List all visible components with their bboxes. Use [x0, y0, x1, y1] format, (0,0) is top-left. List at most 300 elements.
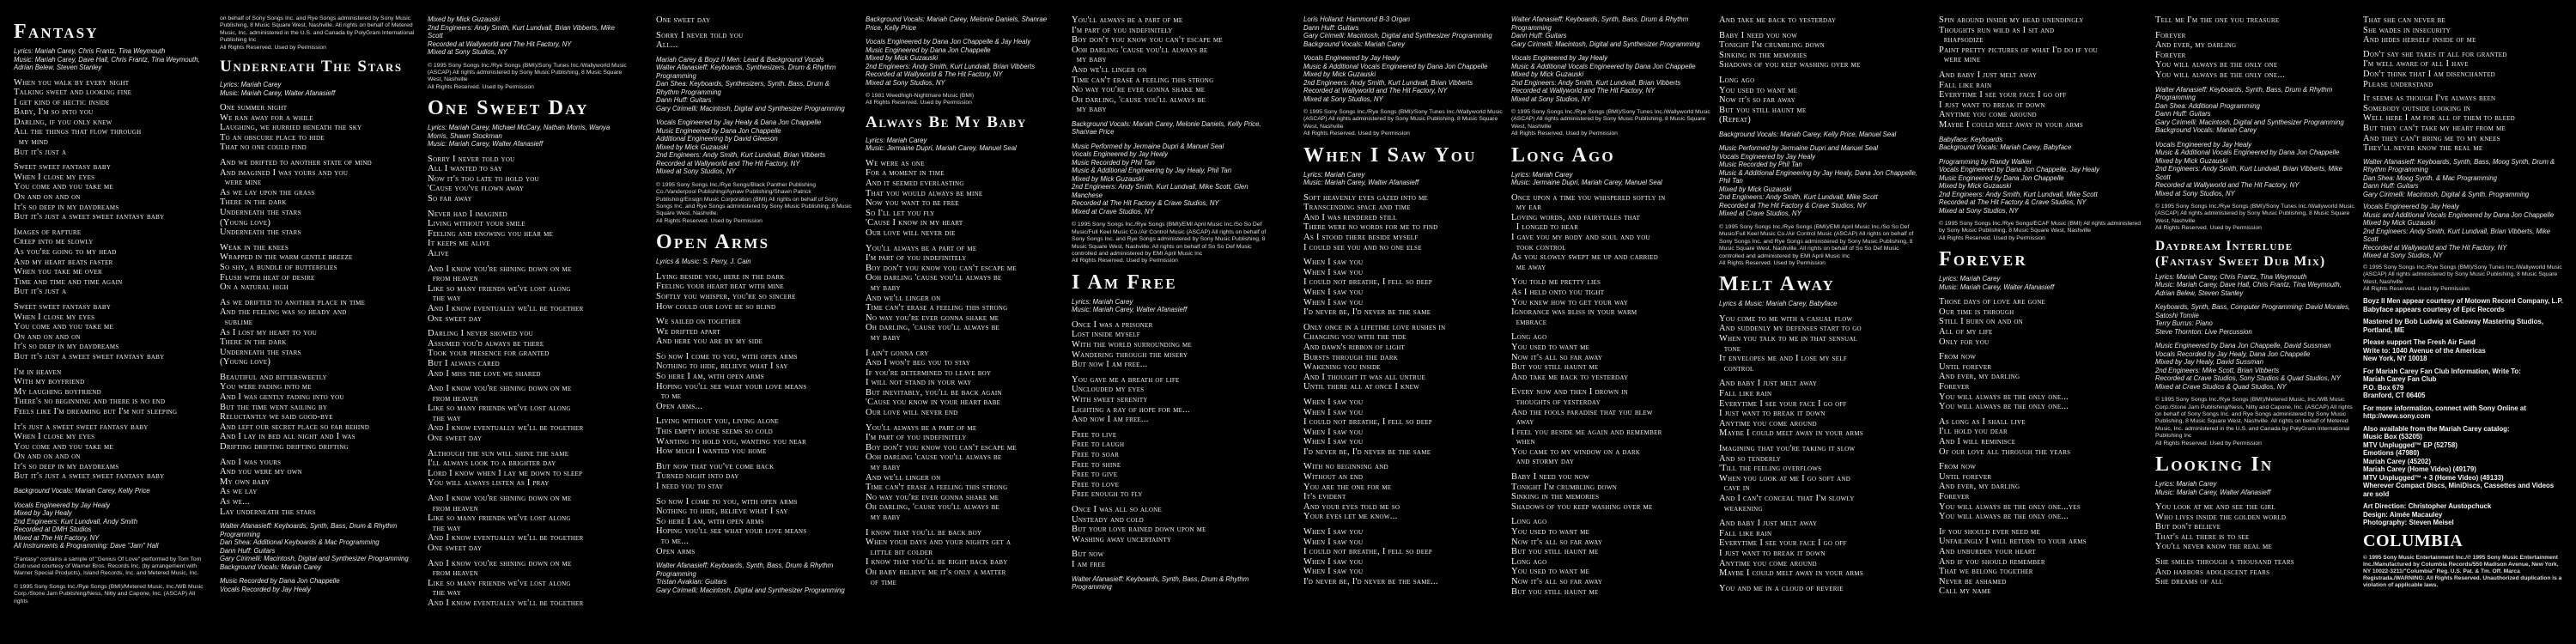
lyric-line: I could not breathe, I fell so deep [1303, 547, 1432, 557]
lyric-line: And I won't beg you to stay [866, 358, 971, 368]
lyric-line: Long ago [1511, 332, 1547, 343]
credit-line: Lyrics & Music: S. Perry, J. Cain [656, 258, 751, 266]
credit-line: Mixed at Sony Studios, NY [1303, 94, 1383, 103]
lyric-line: She dreams of all [2155, 577, 2224, 587]
info-line: MTV Unplugged™ + 3 (Home Video) (49133) [2363, 473, 2504, 482]
lyric-line: Until forever [1939, 471, 1992, 482]
credit-line: Mixed by Jay Healy [14, 509, 72, 518]
lyric-line: I'll hold you dear [1939, 427, 2008, 437]
lyric-line: I feel you beside me again and remember [1511, 427, 1662, 437]
lyric-line: You come and you take me [14, 322, 113, 332]
lyric-line: When I saw you [1303, 258, 1364, 268]
lyric-line: cave in [1719, 483, 1750, 494]
lyric-line: And I know you're shining down on me [428, 264, 572, 274]
lyric-stanza [656, 272, 854, 312]
lyric-stanza [1719, 519, 1925, 579]
lyric-line: Tonight I'm crumbling down [1719, 40, 1826, 51]
song-title-text: Long Ago [1511, 143, 1615, 167]
lyric-line: But now I am free... [1072, 360, 1148, 370]
lyrics-column [866, 15, 1065, 592]
lyric-line: Until there all at once I knew [1303, 382, 1420, 392]
fine-print-line: All Rights Reserved. Used by Permission [2155, 225, 2262, 232]
lyric-line: Darling, if you only knew [14, 117, 112, 127]
lyric-line: Open arms [656, 546, 696, 556]
info-line: MTV Unplugged™ EP (52758) [2363, 440, 2458, 449]
credit-line: Background Vocals: Mariah Carey, Melonie Daniels, Kelly Price, Shanrae Price [1072, 119, 1261, 137]
lyric-line: Those days of love are gone [1939, 297, 2046, 307]
lyric-line: Time can't erase a feeling this strong [866, 483, 1008, 493]
lyric-line: When I close my eyes [14, 312, 95, 322]
lyric-line: Changing you with the tide [1303, 332, 1406, 343]
credit-line: 2nd Engineers: Mike Scott, Brian Vibberts [2155, 366, 2280, 374]
lyric-line: When I saw you [1303, 567, 1364, 577]
lyric-line: No way you're ever gonna shake me [1072, 85, 1206, 95]
song-title [1511, 144, 1712, 167]
info-block [2363, 318, 2564, 334]
fine-print-line: All Rights Reserved. Used by Permission [428, 83, 534, 90]
copyright-notice [428, 63, 627, 92]
fine-print-line: All Rights Reserved. Used by Permission [866, 100, 972, 106]
lyric-line: Maybe I could melt away in your arms [1939, 119, 2083, 130]
info-line: Boyz II Men appear courtesy of Motown Record Company, L.P. [2363, 297, 2563, 306]
credit-line: 2nd Engineers: Andy Smith, Kurt Lundvall, Brian Vibberts, Mike Scott [2155, 165, 2342, 181]
info-line: Babyface appears courtesy of Epic Records [2363, 305, 2505, 313]
lyric-line: the way [428, 413, 462, 423]
lyric-stanza [14, 302, 208, 362]
song-title [2155, 453, 2356, 476]
lyric-stanza [1939, 417, 2143, 457]
lyric-line: You used to want me [1511, 342, 1590, 352]
info-line: http://www.sony.com [2363, 412, 2431, 421]
credit-line: Walter Afanasieff: Keyboards, Synth, Bass, Moog Synth, Drum & Rhythm Programming [2363, 157, 2555, 174]
lyric-line: You gave me a breath of life [1072, 374, 1180, 385]
lyric-line: I will not stand in your way [866, 378, 972, 388]
fine-print-line: © 1981 Weedhigh-Nightmare Music (BMI) [866, 93, 975, 99]
credit-line: Music: Mariah Carey, Walter Afanasieff [220, 88, 336, 97]
lyric-line: But I always cared [428, 358, 500, 368]
lyric-line: to me... [656, 536, 689, 546]
lyric-stanza [1939, 70, 2143, 131]
lyric-line: Wanting to hold you, wanting you near [656, 436, 807, 447]
lyric-line: from heaven [428, 274, 478, 284]
lyric-line: Somebody outside looking in [2363, 103, 2471, 113]
lyric-line: Time can't erase a feeling this strong [866, 303, 1008, 313]
lyric-stanza [1719, 15, 1925, 26]
credit-line: Music: Mariah Carey, Walter Afanasieff [1303, 179, 1419, 187]
lyric-line: And take me back to yesterday [1719, 15, 1837, 25]
credit-line: Vocals Engineered by Jay Healy [1072, 150, 1168, 159]
lyric-line: And I can't conceal that I'm slowly [1719, 493, 1855, 503]
song-title [2155, 239, 2356, 270]
credit-line: Lyrics: Mariah Carey [2155, 480, 2217, 489]
lyric-stanza [428, 384, 627, 444]
credit-line: Mixed by Mick Guzauski [1303, 70, 1376, 78]
lyric-line: But inevitably, you'll be back again [866, 387, 1002, 398]
lyric-stanza [428, 449, 627, 489]
credit-line: Music Recorded by Dana Jon Chappelle [220, 577, 340, 586]
lyric-line: That's all there is to see [2155, 532, 2250, 542]
production-credits [1303, 54, 1503, 103]
credit-line: Music Engineered by Dana Jon Chappelle [866, 46, 991, 54]
lyric-line: to me [656, 392, 682, 402]
lyric-line: You were fading into me [220, 382, 312, 392]
credit-line: Background Vocals: Mariah Carey [1303, 39, 1406, 48]
lyric-line: Paint pretty pictures of what I'd do if you [1939, 45, 2098, 55]
lyric-line: Darling I never showed you [428, 329, 533, 339]
lyric-line: It's so deep in my daydreams [14, 342, 119, 352]
lyrics-column [656, 15, 854, 600]
lyric-line: Loving words, and fairytales that [1511, 212, 1640, 222]
lyric-line: were mine [220, 178, 262, 188]
lyric-line: Free to love [1072, 479, 1120, 489]
lyric-line: You'll always be a part of me [866, 243, 977, 253]
credit-line: Gary Cirimelli: Macintosh, Digital and Synthesizer Programming [1303, 32, 1492, 39]
credit-line: Mixed by Mick Guzauski [428, 15, 501, 23]
lyric-line: When you talk to me in that sensual [1719, 334, 1858, 344]
lyric-line: Underneath the stars [220, 347, 301, 357]
lyric-line: Soft heavenly eyes gazed into me [1303, 192, 1428, 203]
lyric-line: With sweet serenity [1072, 395, 1148, 405]
lyric-line: When I saw you [1303, 267, 1364, 277]
lyric-line: All... [656, 40, 678, 51]
lyric-stanza [1719, 444, 1925, 513]
lyric-line: Boy don't you know you can't escape me [866, 442, 1017, 453]
lyric-line: Maybe I could melt away in your arms [1719, 568, 1863, 579]
lyric-line: Living without your smile [428, 219, 526, 229]
lyric-line: Nothing to hide, believe what I say [656, 361, 788, 372]
production-credits [220, 522, 417, 571]
copyright-notice [2363, 264, 2564, 294]
lyric-line: As you're going to my head [14, 247, 117, 257]
lyric-line: Long ago [1511, 556, 1547, 567]
credit-line: Background Vocals: Mariah Carey, Melonie Daniels, Shanrae Price, Kelly Price [866, 15, 1048, 32]
lyric-line: Anytime you come around [1719, 558, 1817, 568]
fine-print-line: on behalf of Sony Songs Inc. and Rye Songs administered by Sony Music Publishing, 8 Music Square West, Nashville. All rights on behalf of Metered Music, Inc. administered in the U.S. and Canada by PolyGram International Publishing Inc [220, 15, 415, 44]
lyric-line: It's so deep in my daydreams [14, 461, 119, 471]
credit-line: Lyrics: Mariah Carey [1072, 297, 1133, 306]
lyric-line: So here I am, with open arms [656, 372, 764, 382]
lyric-line: So now I come to you, with open arms [656, 496, 798, 507]
lyric-stanza [866, 159, 1065, 239]
lyric-line: Hoping you'll see what your love means [656, 526, 807, 537]
lyric-line: little bit colder [866, 547, 933, 557]
lyric-line: I just want to break it down [1719, 548, 1826, 558]
lyric-line: You will always listen as I pray [428, 478, 550, 489]
credit-line: Vocals Engineered by Dana Jon Chappelle, Jay Healy [1939, 166, 2099, 174]
lyric-line: I'd never be, I'd never be the same [1303, 447, 1431, 457]
lyric-line: And the fools paradise that you blew [1511, 407, 1653, 417]
lyric-line: (Young love) [220, 217, 271, 228]
lyric-line: And I know eventually we'll be together [428, 598, 584, 608]
lyric-line: One sweet day [656, 15, 711, 25]
lyric-line: Fall like rain [1719, 389, 1772, 399]
song-title-text: Looking In [2155, 453, 2274, 477]
credit-line: Lyrics: Mariah Carey [1303, 170, 1365, 179]
lyric-line: Baby I need you now [1511, 472, 1590, 483]
lyric-line: It envelopes me and I lose my self [1719, 354, 1847, 364]
lyric-line: One sweet day [428, 434, 483, 444]
credit-line: 2nd Engineers: Andy Smith, Kurt Lundvall, Brian Vibberts, Mike Scott [2363, 227, 2550, 244]
fine-print-line: All Rights Reserved. Used by Permission [1303, 131, 1410, 137]
lyric-line: I know that you'll be back boy [866, 527, 982, 538]
credit-line: Tristan Avakian: Guitars [656, 578, 727, 586]
lyric-line: No way you're ever gonna shake me [866, 492, 999, 502]
lyric-line: And we'll linger on [1072, 64, 1147, 75]
lyric-line: I just want to break it down [1939, 100, 2045, 110]
lyric-line: We were as one [866, 158, 925, 168]
credit-line: Steve Thornton: Live Percussion [2155, 327, 2252, 336]
lyric-line: But they can't take my heart from me [2363, 123, 2506, 133]
lyric-line: Although the sun will shine the same [428, 448, 569, 459]
lyric-stanza [1072, 15, 1276, 115]
lyric-line: So now I come to you, with open arms [656, 351, 798, 361]
song-title-text: When I Saw You [1303, 143, 1477, 167]
lyric-line: When I close my eyes [14, 432, 95, 442]
lyric-line: I get kind of hectic inside [14, 97, 110, 107]
info-block [2363, 297, 2564, 313]
lyric-line: Forever [1939, 382, 1970, 392]
lyrics-column [220, 15, 417, 599]
legal-notice [2363, 555, 2564, 589]
lyric-line: and stormy day [1511, 457, 1575, 467]
production-credits [2363, 158, 2564, 199]
lyric-line: And here you are by my side [656, 337, 763, 347]
lyric-line: I'm part of you indefinitely [866, 253, 967, 264]
info-line: Music Box (53205) [2363, 433, 2422, 441]
writer-credits [656, 258, 854, 266]
lyric-line: So far away [428, 194, 472, 204]
lyric-line: Ooh darling 'cause you'll always be [866, 273, 1002, 283]
lyric-line: Shadows of you keep washing over me [1719, 60, 1861, 70]
lyric-line: Ignorance was bliss in your warm [1511, 307, 1637, 318]
lyric-line: Time and time and time again [14, 276, 123, 287]
fine-print-line: All Rights Reserved. Used by Permission [1719, 259, 1826, 266]
lyric-stanza [1303, 323, 1503, 392]
lyric-line: Free to laugh [1072, 440, 1125, 450]
production-credits [428, 15, 627, 57]
fine-print-line: © 1995 Sony Songs Inc./Rye Songs (BMI)/Sony Tunes Inc./Wallyworld Music (ASCAP) All rights administered by Sony Music Publishing, 8 Music Square West, Nashville [2155, 204, 2354, 224]
lyric-line: And we drifted to another state of mind [220, 158, 372, 167]
production-credits [2155, 86, 2356, 135]
lyric-line: And I know you're shining down on me [428, 384, 572, 394]
lyric-stanza [1072, 430, 1276, 500]
lyric-line: And if you should remember [1939, 556, 2045, 567]
lyric-line: And so tenderly [1719, 453, 1781, 464]
lyric-line: You come to me with a casual flow [1719, 313, 1853, 324]
writer-credits [1072, 298, 1276, 314]
lyric-line: Maybe I could melt away in your arms [1719, 428, 1863, 439]
lyric-line: Baby I need you now [1719, 30, 1798, 40]
production-credits [2155, 342, 2356, 391]
lyric-line: And unburden your heart [1939, 546, 2036, 556]
lyric-line: And they can't bring me to my knees [2363, 133, 2500, 143]
lyric-line: Images of rapture [14, 227, 82, 237]
lyric-stanza [1939, 15, 2143, 65]
lyric-line: my baby [1072, 105, 1107, 115]
lyric-line: And ever, my darling [1939, 482, 2020, 492]
info-line: Photography: Steven Meisel [2363, 519, 2454, 527]
lyric-line: It seems as though I've always been [2363, 94, 2496, 104]
lyric-line: my baby [866, 513, 901, 522]
fine-print-line: All Rights Reserved. Used by Permission [220, 44, 326, 51]
lyric-line: Baby, I'm so into you [14, 107, 94, 118]
song-title [428, 97, 627, 119]
lyric-line: You and me in a cloud of reverie [1719, 583, 1844, 593]
lyric-line: But it's just a sweet sweet fantasy baby [14, 351, 165, 361]
writer-credits [2155, 480, 2356, 496]
credit-line: 2nd Engineers: Andy Smith, Kurt Lundvall, Brian Vibberts [866, 62, 1036, 70]
credit-line: Background Vocals: Mariah Carey, Babyface [1939, 143, 2072, 152]
song-title-text: Underneath The Stars [220, 58, 403, 76]
lyric-line: Now it's all so far away [1511, 577, 1603, 586]
lyrics-column [1511, 15, 1712, 602]
info-block [2363, 502, 2564, 527]
lyric-line: If you should ever need me [1939, 526, 2041, 537]
song-title [1719, 273, 1925, 295]
credit-line: Walter Afanasieff: Keyboards, Synth, Bass, Drum & Rhythm Programming [220, 522, 398, 538]
lyric-stanza [220, 103, 417, 153]
production-credits [1511, 15, 1712, 48]
credit-line: Music Recorded by Phil Tan [1072, 158, 1155, 167]
lyric-line: Forever [1939, 491, 1970, 501]
fine-print-line: © 1995 Sony Songs Inc./Rye Songs (BMI)/EMI April Music Inc./So So Def Music/Full Keel Music Co./Air Control Music (ASCAP) All rights on behalf of Sony Songs Inc. and Rye Songs administered by Sony Music Publishing, 8 Music Square West, Nashville. All rights on behalf of So So Def Music controlled and administered by EMI April Music Inc [1072, 222, 1267, 258]
copyright-notice [1719, 224, 1925, 267]
info-line: Mariah Carey Fan Club [2363, 375, 2437, 384]
lyric-line: Please understand [2363, 79, 2433, 89]
lyric-line: You knew how to get your way [1511, 297, 1629, 307]
lyric-line: They'll never know the real me [2363, 143, 2483, 154]
lyric-line: We drifted apart [656, 326, 720, 337]
lyric-line: Took your presence for granted [428, 349, 550, 359]
credit-line: Music: Mariah Carey, Walter Afanasieff [2155, 488, 2271, 496]
lyric-line: Never had I imagined [428, 209, 507, 219]
lyric-line: Every now and then I drown in [1511, 387, 1628, 398]
credit-line: Mixed at Sony Studios, NY [1939, 206, 2019, 215]
lyric-line: I could see you and no one else [1303, 242, 1422, 252]
lyrics-column [1303, 15, 1503, 592]
credit-line: Mixed by Mick Guzauski [2363, 219, 2436, 228]
production-credits [866, 38, 1065, 87]
credit-line: Gary Cirimelli: Macintosh, Digital and Synthesizer Programming [1511, 39, 1700, 48]
credit-line: Mixed at The Hit Factory, NY [14, 533, 100, 542]
lyric-line: Without an end [1303, 472, 1364, 483]
lyric-stanza [14, 228, 208, 297]
lyric-line: It keeps me alive [428, 239, 490, 249]
lyric-line: my baby [1072, 55, 1107, 65]
info-block [2363, 404, 2564, 421]
lyric-stanza [1939, 297, 2143, 347]
credit-line: Mixed by Mick Guzauski [1511, 70, 1584, 78]
lyric-stanza [14, 78, 208, 158]
lyric-line: Everytime I see your face I go off [1719, 398, 1847, 409]
lyric-line: Creep into me slowly [14, 237, 94, 247]
credit-line: Music Performed by Jermaine Dupri and Manuel Seal [1719, 144, 1879, 153]
lyric-line: But the time went sailing by [220, 402, 328, 412]
lyric-line: And baby I just melt away [1939, 70, 2038, 80]
lyric-line: So here I am, with open arms [656, 516, 764, 526]
lyric-line: Like so many friends we've lost along [428, 513, 571, 524]
production-credits [1719, 131, 1925, 139]
lyric-line: Assumed you'd always be there [428, 338, 544, 349]
lyric-stanza [866, 423, 1065, 523]
credit-line: Lyrics: Mariah Carey [1511, 170, 1573, 179]
credit-line: 2nd Engineers: Andy Smith, Kurt Lundvall, Mike Scott [1719, 193, 1878, 202]
lyric-line: You'll never know the real me [2155, 542, 2272, 552]
credit-line: Mixed at Sony Studios, NY [428, 48, 507, 56]
lyric-line: my ear [1511, 203, 1542, 213]
lyric-line: You will always be the only one [2155, 60, 2278, 70]
lyric-line: I could not breathe, I fell so deep [1303, 277, 1432, 288]
lyric-line: Spin around inside my head unendingly [1939, 15, 2084, 25]
lyric-line: But you still haunt me [1511, 547, 1599, 557]
lyric-stanza [2363, 94, 2564, 154]
credit-line: Lyrics: Mariah Carey [866, 136, 927, 144]
lyric-line: So I'll let you fly [866, 208, 935, 218]
lyric-line: But you still haunt me [1511, 586, 1599, 597]
lyric-line: As we lay [220, 487, 258, 497]
lyric-line: the way [428, 294, 462, 304]
copyright-notice [2155, 204, 2356, 233]
song-title [1939, 248, 2143, 270]
lyric-line: You look at me and see the girl [2155, 502, 2275, 513]
lyric-stanza [1303, 258, 1503, 318]
lyric-line: But you still haunt me [1719, 105, 1807, 115]
fine-print-line: All Rights Reserved. Used by Permission [2155, 440, 2262, 447]
credit-line: Mixed by Mick Guzauski [1072, 174, 1145, 183]
lyric-line: You'll always be a part of me [866, 422, 977, 433]
credit-line: Vocals Engineered by Dana Jon Chappelle & Jay Healy [866, 38, 1031, 46]
credit-line: Loris Holland: Hammond B-3 Organ [1303, 15, 1410, 23]
lyric-line: Unfailingly I will return to your arms [1939, 537, 2087, 547]
credit-line: Background Vocals: Mariah Carey [2155, 126, 2257, 135]
credit-line: Lyrics: Mariah Carey [220, 81, 282, 89]
lyric-stanza [1303, 398, 1503, 458]
lyric-line: On and on and on [14, 452, 81, 462]
lyric-line: Like so many friends we've lost along [428, 283, 571, 294]
credit-line: Vocals Engineered by Jay Healy [2155, 140, 2251, 149]
lyric-line: And the feeling was so heady and [220, 307, 347, 318]
lyric-line: On and on and on [14, 331, 81, 342]
lyric-line: But it's just a sweet sweet fantasy baby [14, 471, 165, 482]
lyric-line: Free to soar [1072, 450, 1120, 459]
production-credits [1939, 158, 2143, 216]
lyric-line: With the world surrounding me [1072, 340, 1193, 350]
info-line: Please support The Fresh Air Fund [2363, 338, 2476, 347]
credit-line: Dan Shea: Additional Programming [2155, 101, 2260, 110]
production-credits [656, 562, 854, 594]
info-line: Mariah Carey (Home Video) (49179) [2363, 465, 2476, 474]
fine-print-line: "Fantasy" contains a sample of "Genius Of Love" performed by Tom Tom Club used courtesy of Warner Bros. Records Inc. (by arrangement with Warner Special Products), Island Records, Inc. and Metered Music, Inc. [14, 556, 202, 577]
info-line: For more information, connect with Sony Online at [2363, 404, 2526, 412]
lyric-line: Our love will never end [866, 408, 958, 418]
lyric-line: I'm part of you indefinitely [866, 433, 967, 443]
lyric-line: Lying beside you, here in the dark [656, 271, 785, 282]
lyric-line: I'm well aware of all I have [2363, 59, 2469, 70]
writer-credits [1511, 171, 1712, 187]
lyric-line: This empty house seems so cold [656, 427, 773, 437]
credit-line: Music & Additional Engineering by Jay Healy, Phil Tan [1072, 167, 1232, 175]
lyric-line: Ooh darling 'cause you'll always be [1072, 45, 1208, 55]
lyric-line: Thoughts run wild as I sit and [1939, 25, 2055, 35]
lyric-line: I'll always look to a brighter day [428, 459, 556, 469]
credit-line: Dann Huff: Guitars [220, 546, 276, 555]
lyric-line: 'Cause you know in your heart babe [866, 398, 1001, 408]
credit-line: Lyrics: Mariah Carey, Chris Frantz, Tina Weymouth [14, 47, 166, 55]
credit-line: Lyrics: Mariah Carey [1939, 275, 2001, 283]
lyric-line: As I stood there beside myself [1303, 233, 1419, 242]
copyright-notice [14, 584, 208, 605]
credit-line: Mixed at Sony Studios, NY [2363, 252, 2443, 260]
